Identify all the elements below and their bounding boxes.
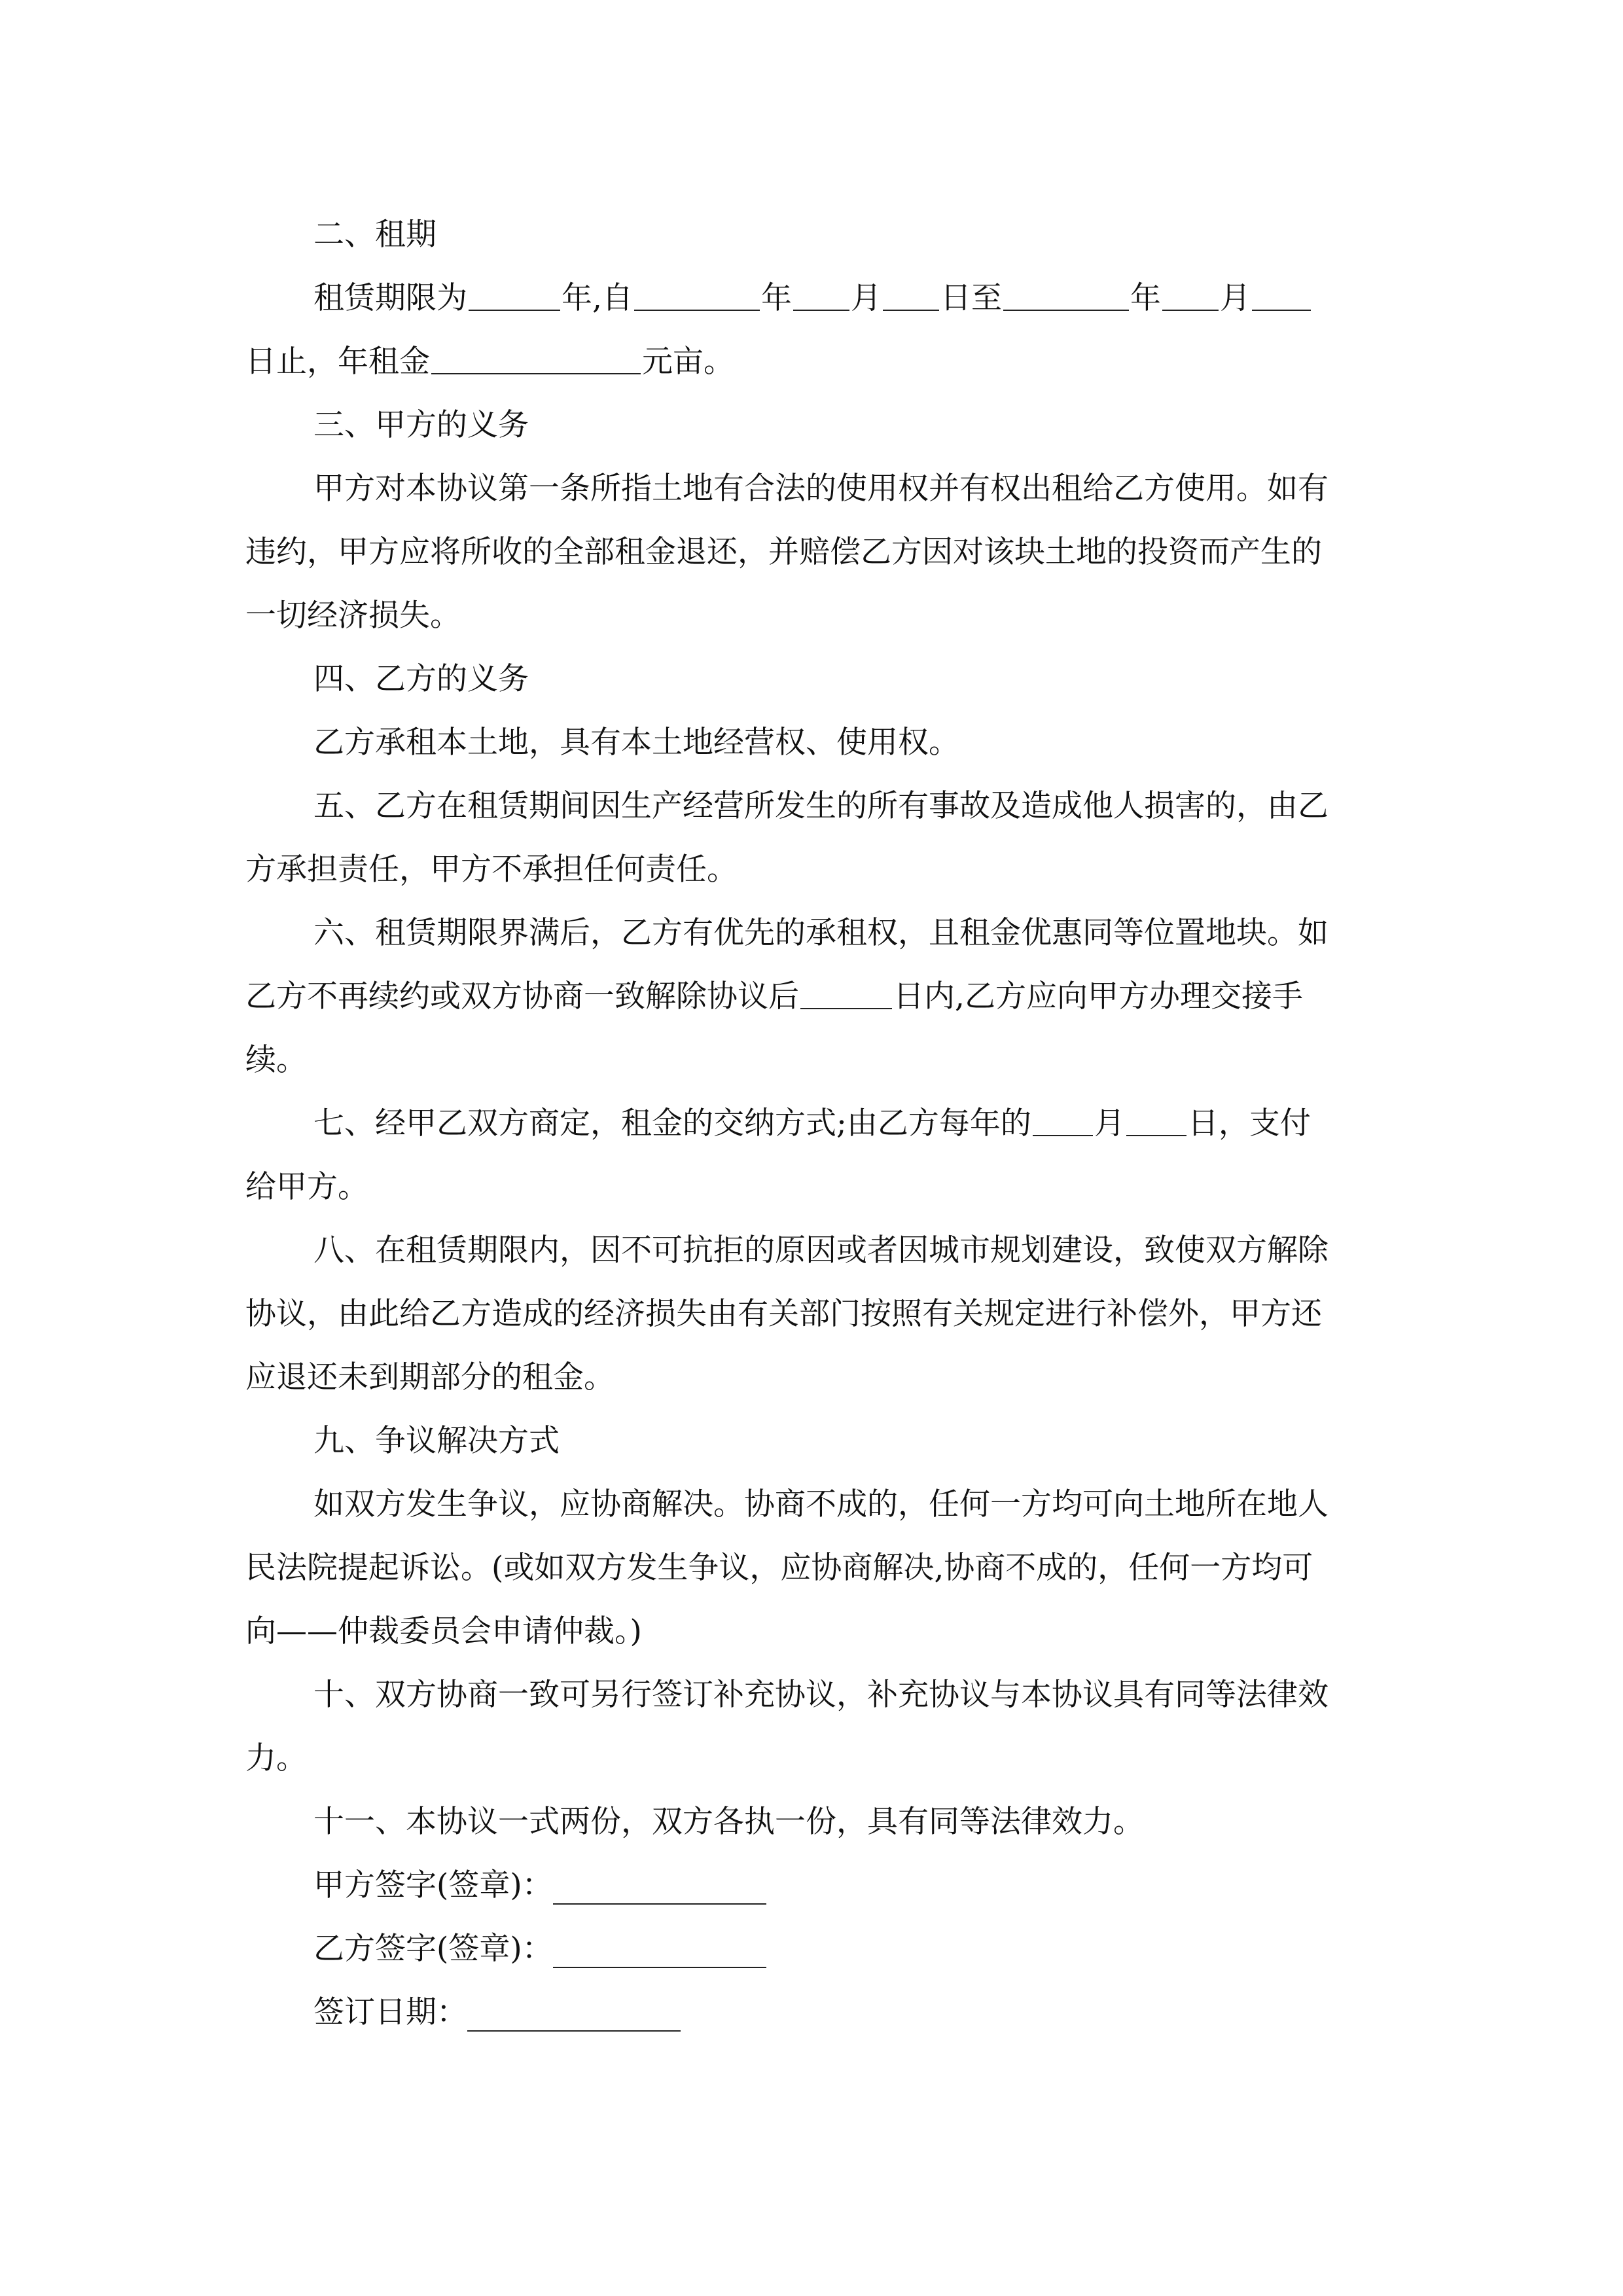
start-month-blank[interactable] [793, 283, 849, 311]
document-page [245, 203, 1378, 2044]
party-b-signature-row [245, 1917, 1378, 1981]
handover-days-blank[interactable] [800, 982, 892, 1009]
section-heading-party-a-obligations: 三、甲方的义务 [313, 407, 529, 443]
from-label: 年,自 [562, 280, 633, 316]
to-label: 日至 [940, 280, 1002, 316]
signing-date-label: 签订日期： [313, 1994, 467, 2030]
payment-month-blank[interactable] [1033, 1109, 1093, 1136]
annual-rent-blank[interactable] [431, 347, 641, 374]
year-label: 年 [760, 280, 792, 316]
party-a-obligations-line-1: 甲方对本协议第一条所指土地有合法的使用权并有权出租给乙方使用。如有 [313, 471, 1329, 507]
section-heading-lease-term: 二、租期 [313, 217, 437, 253]
party-a-signature-field[interactable] [553, 1872, 766, 1905]
party-b-signature-field[interactable] [553, 1935, 766, 1968]
party-a-obligations-line-3: 一切经济损失。 [245, 598, 461, 634]
clause-8-line-2: 协议，由此给乙方造成的经济损失由有关部门按照有关规定进行补偿外，甲方还 [245, 1296, 1322, 1332]
clause-8-line-1: 八、在租赁期限内，因不可抗拒的原因或者因城市规划建设，致使双方解除 [313, 1232, 1329, 1268]
party-a-signature-label: 甲方签字(签章)： [313, 1867, 553, 1903]
party-b-obligations-text: 乙方承租本土地，具有本土地经营权、使用权。 [313, 725, 959, 761]
lease-term-line-1 [245, 266, 1378, 330]
clause-7-text-c: 日，支付 [1187, 1105, 1311, 1141]
month-label: 月 [850, 280, 882, 316]
clause-8-line-3: 应退还未到期部分的租金。 [245, 1359, 615, 1395]
start-year-blank[interactable] [634, 283, 760, 311]
years-blank[interactable] [469, 283, 560, 311]
end-and-rent-label: 日止，年租金 [245, 344, 430, 380]
start-day-blank[interactable] [883, 283, 939, 311]
month-label-2: 月 [1219, 280, 1251, 316]
party-b-signature-label: 乙方签字(签章)： [313, 1931, 553, 1967]
clause-6-line-2 [245, 965, 1378, 1028]
clause-6-text-a: 乙方不再续约或双方协商一致解除协议后 [245, 978, 799, 1014]
lease-term-label: 租赁期限为 [313, 280, 467, 316]
dispute-resolution-line-1: 如双方发生争议，应协商解决。协商不成的，任何一方均可向土地所在地人 [313, 1486, 1329, 1522]
rent-unit-label: 元亩。 [642, 344, 734, 380]
signing-date-row [245, 1981, 1378, 2044]
dispute-resolution-line-2: 民法院提起诉讼。(或如双方发生争议，应协商解决,协商不成的，任何一方均可 [245, 1550, 1313, 1586]
end-day-blank[interactable] [1252, 283, 1311, 311]
clause-7-text-a: 七、经甲乙双方商定，租金的交纳方式;由乙方每年的 [313, 1105, 1031, 1141]
payment-month-label: 月 [1094, 1105, 1125, 1141]
clause-11-text: 十一、本协议一式两份，双方各执一份，具有同等法律效力。 [313, 1804, 1144, 1840]
section-heading-dispute-resolution: 九、争议解决方式 [313, 1423, 560, 1459]
party-a-signature-row [245, 1854, 1378, 1917]
clause-5-line-2: 方承担责任，甲方不承担任何责任。 [245, 852, 738, 888]
clause-6-text-b: 日内,乙方应向甲方办理交接手 [893, 978, 1303, 1014]
dispute-resolution-line-3: 向——仲裁委员会申请仲裁。) [245, 1613, 642, 1649]
section-heading-party-b-obligations: 四、乙方的义务 [313, 661, 529, 697]
lease-term-line-2 [245, 330, 1378, 393]
clause-6-line-3: 续。 [245, 1042, 307, 1078]
end-month-blank[interactable] [1162, 283, 1219, 311]
clause-10-line-1: 十、双方协商一致可另行签订补充协议，补充协议与本协议具有同等法律效 [313, 1677, 1329, 1713]
party-a-obligations-line-2: 违约，甲方应将所收的全部租金退还，并赔偿乙方因对该块土地的投资而产生的 [245, 534, 1322, 570]
year-label-2: 年 [1130, 280, 1161, 316]
clause-6-line-1: 六、租赁期限界满后，乙方有优先的承租权，且租金优惠同等位置地块。如 [313, 915, 1329, 951]
clause-7-line-1 [245, 1092, 1378, 1155]
payment-day-blank[interactable] [1126, 1109, 1186, 1136]
clause-5-line-1: 五、乙方在租赁期间因生产经营所发生的所有事故及造成他人损害的，由乙 [313, 788, 1329, 824]
signing-date-field[interactable] [467, 1999, 681, 2032]
end-year-blank[interactable] [1003, 283, 1129, 311]
clause-7-line-2: 给甲方。 [245, 1169, 368, 1205]
clause-10-line-2: 力。 [245, 1740, 307, 1776]
